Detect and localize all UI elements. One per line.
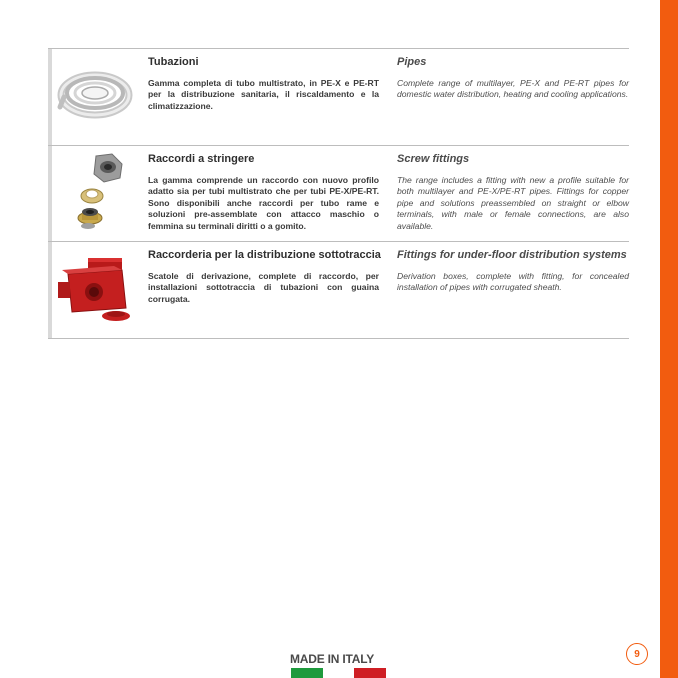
section-divider <box>48 338 629 339</box>
derivation-box-icon <box>58 252 134 326</box>
en-description: Derivation boxes, complete with fitting, for concealed installation of pipes with corrugated sheath. <box>397 271 629 293</box>
italian-flag-green-band <box>291 668 323 678</box>
orange-side-bar <box>660 0 678 678</box>
it-description: La gamma comprende un raccordo con nuovo profilo adatto sia per tubi multistrato che per tubi PE-X/PE-RT. Sono disponibili anche raccordi per tubo rame e soluzioni pre-assemblate con attacco maschio o femmina su terminali diritti o a gomito. <box>148 175 379 231</box>
made-in-italy-label: MADE IN ITALY <box>290 652 375 666</box>
it-title: Tubazioni <box>148 56 199 68</box>
en-title: Screw fittings <box>397 153 470 165</box>
en-description: Complete range of multilayer, PE-X and PE-RT pipes for domestic water distribution, heating and cooling applications. <box>397 78 629 100</box>
en-description: The range includes a fitting with new a profile suitable for both multilayer and PE-X/PE-RT pipes. Fittings for copper pipe and solutions preassembled on straight or elbow terminals, with male or female connections, are also available. <box>397 175 629 231</box>
italian-flag-red-band <box>354 668 386 678</box>
screw-fittings-icon <box>74 152 130 236</box>
section-underfloor-fittings <box>48 242 629 338</box>
pipe-coil-icon <box>56 67 134 119</box>
en-title: Fittings for under-floor distribution systems <box>397 249 627 261</box>
it-description: Scatole di derivazione, complete di raccordo, per installazioni sottotraccia di tubazioni con guaina corrugata. <box>148 271 379 304</box>
section-pipes <box>48 49 629 145</box>
it-description: Gamma completa di tubo multistrato, in PE-X e PE-RT per la distribuzione sanitaria, il riscaldamento e la climatizzazione. <box>148 78 379 111</box>
it-title: Raccorderia per la distribuzione sottotraccia <box>148 249 381 261</box>
page-number: 9 <box>626 643 648 665</box>
it-title: Raccordi a stringere <box>148 153 255 165</box>
en-title: Pipes <box>397 56 427 68</box>
section-screw-fittings <box>48 146 629 241</box>
